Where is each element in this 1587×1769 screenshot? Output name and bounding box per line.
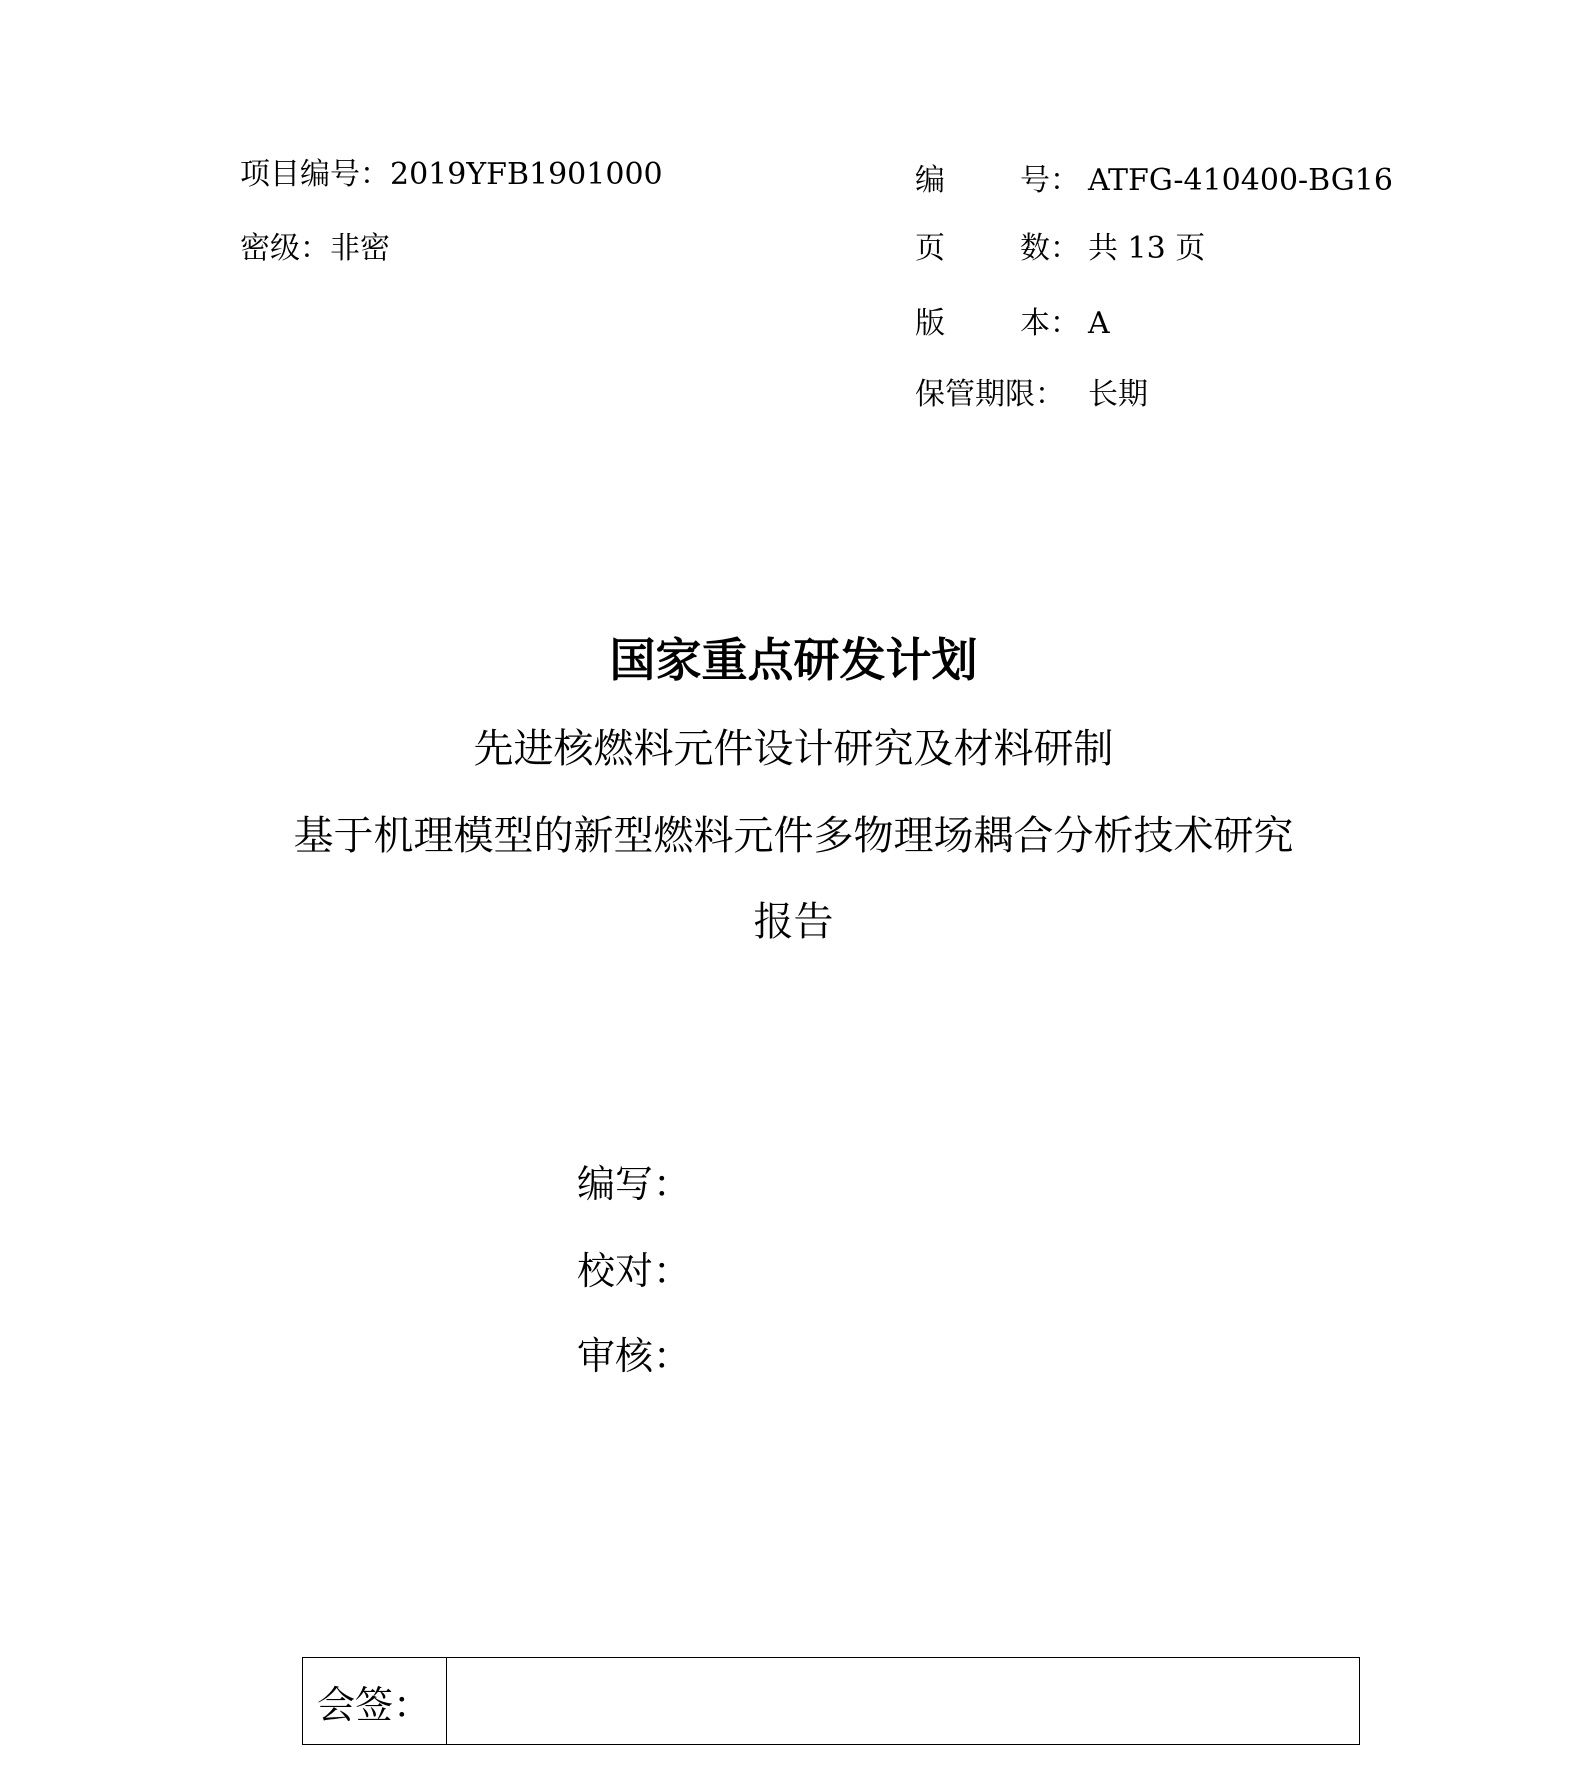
review-field: 审核： bbox=[577, 1334, 692, 1378]
doc-number-value: ATFG-410400-BG16 bbox=[1088, 163, 1393, 198]
retention-row bbox=[915, 377, 1148, 413]
report-label: 报告 bbox=[753, 899, 834, 945]
cosign-table bbox=[302, 1657, 1360, 1745]
topic-subtitle: 基于机理模型的新型燃料元件多物理场耦合分析技术研究 bbox=[293, 813, 1294, 859]
project-subtitle: 先进核燃料元件设计研究及材料研制 bbox=[473, 726, 1114, 772]
page-count-label: 页 数： bbox=[915, 231, 1080, 266]
retention-label: 保管期限： bbox=[915, 377, 1065, 412]
version-label: 版 本： bbox=[915, 306, 1080, 341]
author-field: 编写： bbox=[577, 1162, 692, 1206]
version-row bbox=[915, 306, 1110, 342]
retention-value: 长期 bbox=[1088, 377, 1148, 412]
project-number: 项目编号：2019YFB1901000 bbox=[240, 157, 663, 192]
doc-number-row bbox=[915, 163, 1393, 199]
cosign-cell bbox=[447, 1658, 1359, 1744]
cosign-label: 会签： bbox=[303, 1658, 447, 1744]
secrecy-level: 密级：非密 bbox=[240, 231, 390, 266]
version-value: A bbox=[1088, 306, 1110, 341]
doc-number-label: 编 号： bbox=[915, 163, 1080, 198]
page-count-value: 共 13 页 bbox=[1088, 231, 1206, 266]
proofread-field: 校对： bbox=[577, 1249, 692, 1293]
program-title: 国家重点研发计划 bbox=[609, 633, 978, 687]
page-count-row bbox=[915, 231, 1205, 267]
